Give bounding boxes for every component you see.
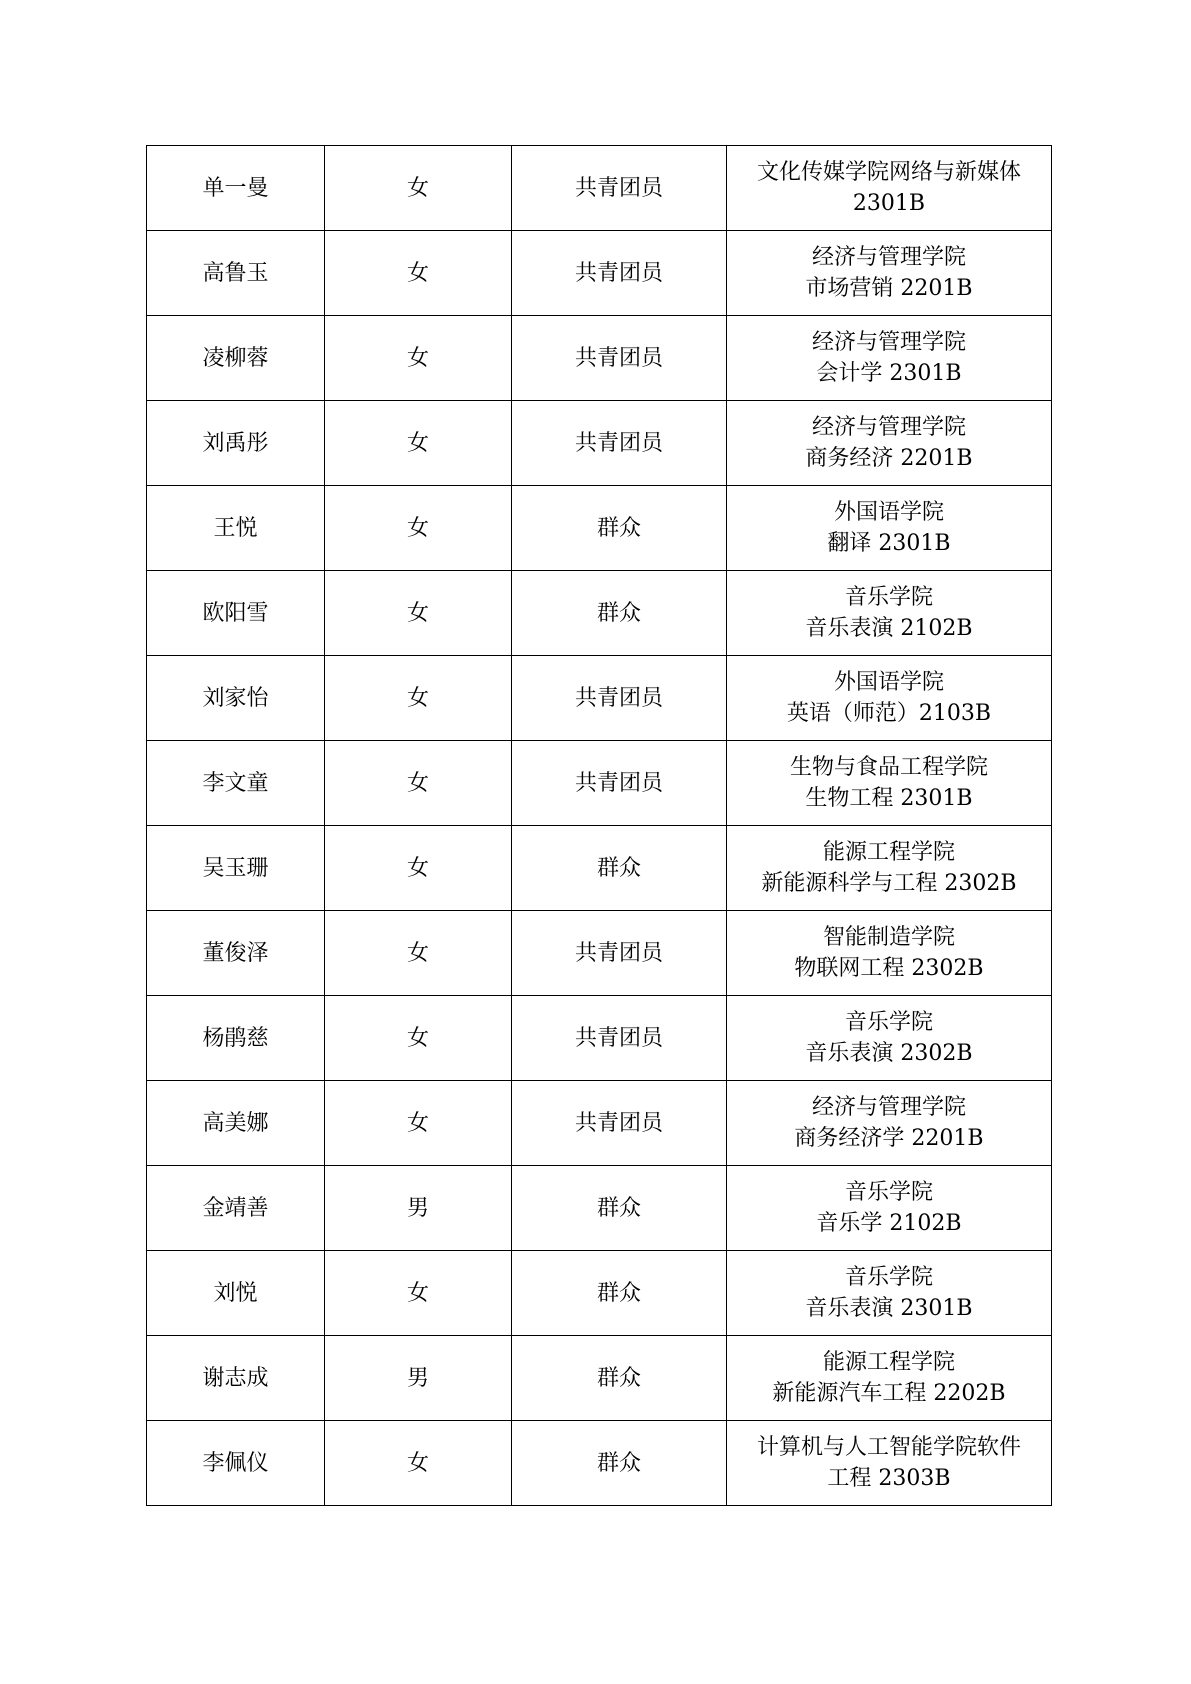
college-line: 经济与管理学院 <box>811 1095 966 1120</box>
political-status-cell: 群众 <box>512 571 727 656</box>
college-line: 文化传媒学院网络与新媒体 <box>756 160 1021 185</box>
gender-cell: 女 <box>325 1081 512 1166</box>
political-status-cell: 群众 <box>512 1421 727 1506</box>
major-class-line: 新能源科学与工程 2302B <box>761 871 1017 896</box>
table-row <box>147 1081 1052 1166</box>
major-class-line: 音乐表演 2302B <box>805 1041 973 1066</box>
college-line: 生物与食品工程学院 <box>789 755 988 780</box>
college-line: 能源工程学院 <box>822 840 955 865</box>
political-status-cell: 共青团员 <box>512 316 727 401</box>
political-status-cell: 共青团员 <box>512 996 727 1081</box>
table-row <box>147 486 1052 571</box>
college-major-cell <box>727 1251 1052 1336</box>
college-line: 经济与管理学院 <box>811 415 966 440</box>
student-name-cell: 欧阳雪 <box>147 571 325 656</box>
major-class-line: 商务经济 2201B <box>805 446 973 471</box>
student-name-cell: 谢志成 <box>147 1336 325 1421</box>
student-name-cell: 李佩仪 <box>147 1421 325 1506</box>
political-status-cell: 群众 <box>512 826 727 911</box>
table-row <box>147 1336 1052 1421</box>
college-line: 经济与管理学院 <box>811 245 966 270</box>
student-name-cell: 王悦 <box>147 486 325 571</box>
table-row <box>147 1421 1052 1506</box>
student-name-cell: 单一曼 <box>147 146 325 231</box>
political-status-cell: 共青团员 <box>512 401 727 486</box>
gender-cell: 女 <box>325 316 512 401</box>
college-major-cell <box>727 1421 1052 1506</box>
student-name-cell: 李文童 <box>147 741 325 826</box>
college-line: 经济与管理学院 <box>811 330 966 355</box>
political-status-cell: 共青团员 <box>512 911 727 996</box>
table-row <box>147 231 1052 316</box>
table-row <box>147 1166 1052 1251</box>
gender-cell: 女 <box>325 1251 512 1336</box>
college-major-cell <box>727 741 1052 826</box>
student-name-cell: 董俊泽 <box>147 911 325 996</box>
student-name-cell: 金靖善 <box>147 1166 325 1251</box>
table-row <box>147 1251 1052 1336</box>
table-row <box>147 911 1052 996</box>
gender-cell: 女 <box>325 571 512 656</box>
political-status-cell: 共青团员 <box>512 1081 727 1166</box>
college-major-cell <box>727 486 1052 571</box>
college-line: 智能制造学院 <box>822 925 955 950</box>
gender-cell: 女 <box>325 401 512 486</box>
gender-cell: 女 <box>325 1421 512 1506</box>
college-line: 音乐学院 <box>844 1265 933 1290</box>
major-class-line: 音乐学 2102B <box>816 1211 962 1236</box>
student-name-cell: 高美娜 <box>147 1081 325 1166</box>
table-row <box>147 401 1052 486</box>
major-class-line: 音乐表演 2301B <box>805 1296 973 1321</box>
political-status-cell: 共青团员 <box>512 146 727 231</box>
political-status-cell: 群众 <box>512 486 727 571</box>
college-major-cell <box>727 231 1052 316</box>
major-class-line: 音乐表演 2102B <box>805 616 973 641</box>
major-class-line: 2301B <box>852 191 926 216</box>
student-name-cell: 凌柳蓉 <box>147 316 325 401</box>
gender-cell: 男 <box>325 1336 512 1421</box>
gender-cell: 女 <box>325 741 512 826</box>
college-line: 外国语学院 <box>833 670 944 695</box>
gender-cell: 男 <box>325 1166 512 1251</box>
political-status-cell: 共青团员 <box>512 231 727 316</box>
major-class-line: 英语（师范）2103B <box>786 701 992 726</box>
gender-cell: 女 <box>325 996 512 1081</box>
major-class-line: 生物工程 2301B <box>805 786 973 811</box>
student-name-cell: 刘家怡 <box>147 656 325 741</box>
college-major-cell <box>727 1336 1052 1421</box>
college-major-cell <box>727 1166 1052 1251</box>
student-name-cell: 吴玉珊 <box>147 826 325 911</box>
college-line: 计算机与人工智能学院软件 <box>756 1435 1021 1460</box>
college-major-cell <box>727 911 1052 996</box>
table-row <box>147 571 1052 656</box>
gender-cell: 女 <box>325 231 512 316</box>
college-major-cell <box>727 826 1052 911</box>
major-class-line: 商务经济学 2201B <box>794 1126 984 1151</box>
major-class-line: 工程 2303B <box>827 1466 951 1491</box>
political-status-cell: 共青团员 <box>512 656 727 741</box>
political-status-cell: 群众 <box>512 1251 727 1336</box>
gender-cell: 女 <box>325 826 512 911</box>
major-class-line: 市场营销 2201B <box>805 276 973 301</box>
table-row <box>147 656 1052 741</box>
political-status-cell: 群众 <box>512 1166 727 1251</box>
major-class-line: 物联网工程 2302B <box>794 956 984 981</box>
table-row <box>147 826 1052 911</box>
college-major-cell <box>727 1081 1052 1166</box>
gender-cell: 女 <box>325 146 512 231</box>
gender-cell: 女 <box>325 656 512 741</box>
college-major-cell <box>727 656 1052 741</box>
student-name-cell: 杨鹃慈 <box>147 996 325 1081</box>
gender-cell: 女 <box>325 911 512 996</box>
college-line: 能源工程学院 <box>822 1350 955 1375</box>
college-major-cell <box>727 996 1052 1081</box>
table-row <box>147 146 1052 231</box>
college-line: 音乐学院 <box>844 1010 933 1035</box>
college-line: 外国语学院 <box>833 500 944 525</box>
student-name-cell: 刘悦 <box>147 1251 325 1336</box>
gender-cell: 女 <box>325 486 512 571</box>
college-major-cell <box>727 146 1052 231</box>
college-line: 音乐学院 <box>844 585 933 610</box>
table-row <box>147 741 1052 826</box>
political-status-cell: 共青团员 <box>512 741 727 826</box>
student-roster-table <box>146 145 1052 1506</box>
college-major-cell <box>727 401 1052 486</box>
major-class-line: 新能源汽车工程 2202B <box>772 1381 1006 1406</box>
table-row <box>147 316 1052 401</box>
college-line: 音乐学院 <box>844 1180 933 1205</box>
college-major-cell <box>727 571 1052 656</box>
political-status-cell: 群众 <box>512 1336 727 1421</box>
major-class-line: 会计学 2301B <box>816 361 962 386</box>
table-row <box>147 996 1052 1081</box>
major-class-line: 翻译 2301B <box>827 531 951 556</box>
college-major-cell <box>727 316 1052 401</box>
student-name-cell: 高鲁玉 <box>147 231 325 316</box>
student-name-cell: 刘禹彤 <box>147 401 325 486</box>
